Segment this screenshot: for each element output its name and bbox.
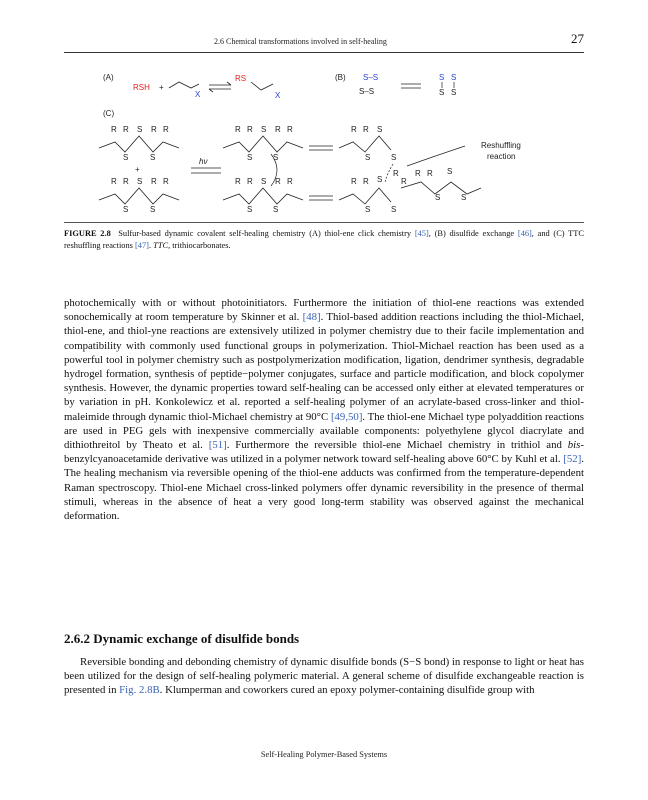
c6-s-top: S [377, 175, 383, 184]
running-header [64, 31, 584, 53]
c1-plus: + [135, 165, 140, 174]
hv-label: hν [199, 157, 208, 166]
c4-r1: R [235, 177, 241, 186]
c7-r3: R [415, 169, 421, 178]
running-footer: Self-Healing Polymer-Based Systems [260, 750, 388, 759]
italic-bis: bis [567, 439, 581, 452]
rs-label: RS [235, 74, 247, 83]
rsh-label: RSH [133, 83, 150, 92]
paragraph-text: . Furthermore the reversible thiol-ene Michael chemistry in trithiol and [226, 439, 568, 452]
caption-text: , (B) disulfide exchange [428, 229, 518, 238]
c3-s-right: S [273, 153, 279, 162]
c1-r4: R [163, 125, 169, 134]
c5-s-left: S [365, 153, 371, 162]
c6-r1: R [351, 177, 357, 186]
c6-s-right: S [391, 205, 397, 214]
x-label-2: X [275, 91, 281, 100]
c7-r2: R [401, 177, 407, 186]
c4-r4: R [287, 177, 293, 186]
c7-s-left: S [435, 193, 441, 202]
ref-48[interactable]: [48] [302, 311, 321, 324]
c6-chain [339, 188, 391, 204]
arrow-a-forward-head [227, 82, 231, 85]
c3-r2: R [247, 125, 253, 134]
c2-r1: R [111, 177, 117, 186]
figure-2-8 [95, 70, 553, 218]
c5-r2: R [363, 125, 369, 134]
disulfide-top-left: S–S [363, 73, 379, 82]
ref-51[interactable]: [51] [208, 439, 227, 452]
c4-r2: R [247, 177, 253, 186]
c2-s-left: S [123, 205, 129, 214]
c5-chain [339, 136, 391, 152]
c1-r1: R [111, 125, 117, 134]
c4-s-left: S [247, 205, 253, 214]
paragraph-text: . The thiol-ene Michael type polyaddition reactions are used in PEG gels with inexpensive commercially available components: polyethylene glycol diacrylate and dithiothreitol by Theato et al. [64, 410, 585, 452]
c2-r2: R [123, 177, 129, 186]
arrow-a-back-head [209, 89, 213, 92]
figure-caption [64, 228, 584, 252]
c7-s-right: S [461, 193, 467, 202]
c1-s-top: S [137, 125, 143, 134]
s-right-bottom-2: S [451, 88, 457, 97]
c1-r3: R [151, 125, 157, 134]
c2-s-top: S [137, 177, 143, 186]
c4-s-right: S [273, 205, 279, 214]
c7-chain [401, 182, 481, 194]
c3-r1: R [235, 125, 241, 134]
body-paragraph [64, 296, 584, 523]
product-chain [251, 82, 273, 90]
section-text: Reversible bonding and debonding chemistry of dynamic disulfide bonds (S−S bond) in response to light or heat has been utilized for the design of self-healing polymeric material. A general scheme of disulfide exchangeable reaction is presented in [64, 656, 584, 697]
c5-s-top: S [377, 125, 383, 134]
paragraph-text: . The healing mechanism via reversible opening of the thiol-ene adducts was confirmed from the temperature-dependent Raman spectroscopy. Thiol-ene Michael cross-linked polymers offer dynamic reversibility in the presence of thermal stimuli, whereas in the absence of heat a very good long-term stability was observed against the mechanical deformation. [64, 453, 584, 523]
panel-c-label: (C) [103, 109, 115, 118]
c3-r4: R [287, 125, 293, 134]
plus-a: + [159, 83, 164, 92]
caption-ref-45[interactable]: [45] [414, 229, 429, 238]
caption-text: . [148, 241, 154, 250]
s-right-bottom-1: S [439, 88, 445, 97]
c2-r3: R [151, 177, 157, 186]
exchange-dashed-bond [385, 164, 393, 182]
paragraph-text: . Thiol-based addition reactions including the thiol-Michael, thiol-ene, and thiol-yne reactions are extensively utilized in polymer chemistry due to their facile implementation and compatibility with commonly used functional groups in polymerization. Thiol-Michael reaction has been used as a powerful tool in polymer chemistry such as postpolymerization modification, ligation, dendrimer synthesis, degradable hydrogel formation, synthesis of peptide−polymer conjugates, surface and particle modification, and block copolymer synthesis. However, the dynamic properties toward self-healing can be accessed only either at elevated temperatures or by variation in pH. Konkolewicz et al. reported a self-healing polymer of an acrylate-based cross-linker and thiol-maleimide through dynamic thiol-Michael chemistry at 90°C [64, 311, 584, 423]
reshuffling-arrow [407, 146, 465, 166]
c1-s-right: S [150, 153, 156, 162]
caption-text: , trithiocarbonates. [168, 241, 231, 250]
c6-s-left: S [365, 205, 371, 214]
reshuffling-label-line-2: reaction [487, 152, 516, 161]
paragraph-text: photochemically with or without photoinitiators. Furthermore the initiation of thiol-ene reactions was extended sonochemically at room temperature by Skinner et al. [64, 297, 584, 324]
section-paragraph [64, 655, 584, 698]
caption-top-rule [64, 222, 584, 223]
c5-r1: R [351, 125, 357, 134]
ref-49-50[interactable]: [49,50] [330, 410, 363, 423]
paragraph-text: -benzylcyanoacetamide derivative was utilized in a polymer network toward self-healing above 60°C by Kuhl et al. [64, 439, 584, 466]
c3-chain [223, 136, 303, 152]
panel-b-label: (B) [335, 73, 346, 82]
page-number: 27 [571, 31, 584, 46]
section-text: . Klumperman and coworkers cured an epoxy polymer-containing disulfide group with [159, 684, 535, 697]
c1-chain [99, 136, 179, 152]
ref-52[interactable]: [52] [563, 453, 582, 466]
alkene-bond [169, 82, 199, 88]
caption-ref-47[interactable]: [47] [135, 241, 149, 250]
reshuffling-label-line-1: Reshuffling [481, 141, 521, 150]
c6-r2: R [363, 177, 369, 186]
running-title: 2.6 Chemical transformations involved in self-healing [214, 37, 387, 46]
c3-s-top: S [261, 125, 267, 134]
fig-2-8b-link[interactable]: Fig. 2.8B [119, 684, 160, 697]
c4-r3: R [275, 177, 281, 186]
c7-r1: R [393, 169, 399, 178]
disulfide-bottom-left: S–S [359, 87, 375, 96]
caption-text: Sulfur-based dynamic covalent self-healing chemistry (A) thiol-ene click chemistry [118, 229, 415, 238]
c3-r3: R [275, 125, 281, 134]
caption-label: FIGURE 2.8 [64, 229, 111, 238]
c2-chain [99, 188, 179, 204]
section-heading: 2.6.2 Dynamic exchange of disulfide bonds [64, 631, 300, 646]
s-right-top-1: S [439, 73, 445, 82]
c7-r4: R [427, 169, 433, 178]
panel-a-label: (A) [103, 73, 114, 82]
c1-r2: R [123, 125, 129, 134]
caption-text: , and (C) TTC reshuffling reactions [64, 229, 584, 250]
c2-r4: R [163, 177, 169, 186]
x-label-1: X [195, 90, 201, 99]
c4-s-top: S [261, 177, 267, 186]
c7-s-top: S [447, 167, 453, 176]
c2-s-right: S [150, 205, 156, 214]
caption-ref-46[interactable]: [46] [517, 229, 532, 238]
c3-s-left: S [247, 153, 253, 162]
c4-chain [223, 188, 303, 204]
s-right-top-2: S [451, 73, 457, 82]
c5-s-right: S [391, 153, 397, 162]
c1-s-left: S [123, 153, 129, 162]
caption-abbr: TTC [153, 241, 169, 250]
